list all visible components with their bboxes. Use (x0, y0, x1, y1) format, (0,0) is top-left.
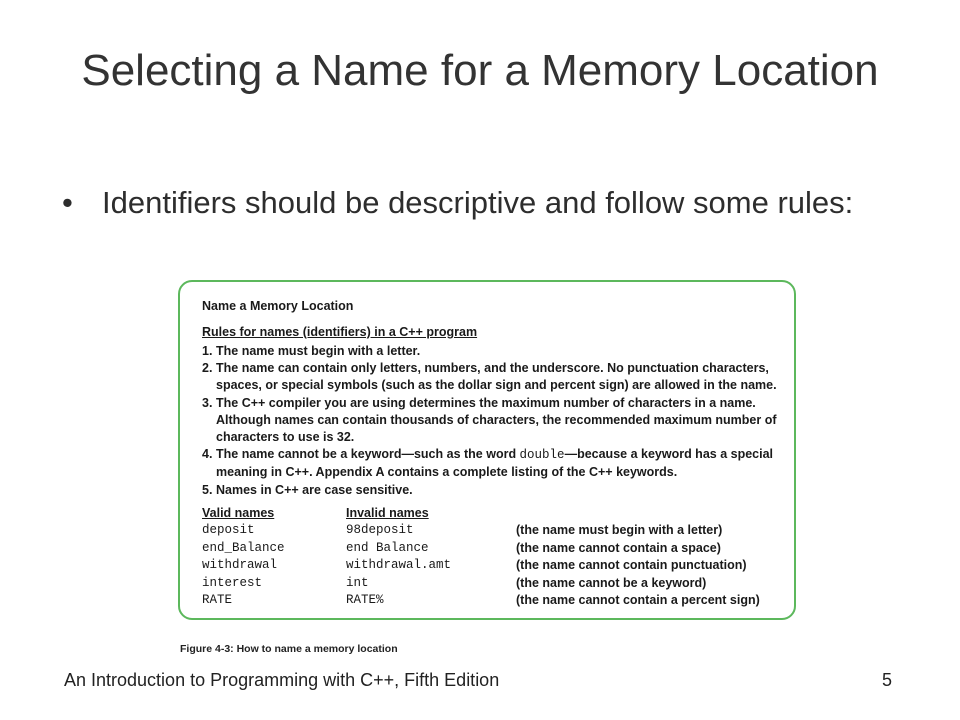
rule-code-keyword: double (519, 448, 565, 463)
reason-cell: (the name cannot contain punctuation) (516, 558, 747, 573)
bullet-marker: • (62, 185, 73, 220)
slide-title: Selecting a Name for a Memory Location (81, 46, 879, 95)
bullet-text: Identifiers should be descriptive and follow some rules: (102, 185, 854, 220)
rule-text-before: The name cannot be a keyword—such as the word (216, 447, 520, 462)
rule-item (202, 446, 782, 481)
invalid-names-header: Invalid names (346, 506, 429, 520)
rule-text: The name can contain only letters, numbers, and the underscore. No punctuation characters, spaces, or special symbols (such as the dollar sign and percent sign) are allowed in the name. (216, 361, 777, 393)
invalid-name-cell: end Balance (346, 540, 429, 555)
table-row (202, 593, 760, 610)
footer-book-title: An Introduction to Programming with C++, Fifth Edition (64, 670, 500, 690)
rule-number: 4. (202, 447, 213, 462)
invalid-name-cell: withdrawal.amt (346, 558, 452, 573)
figure-caption: Figure 4-3: How to name a memory location (180, 643, 398, 655)
figure-rules-box (178, 280, 796, 620)
rule-text: The C++ compiler you are using determines the maximum number of characters in a name. Although names can contain thousands of characters, the recommended maximum number of characters to use is 32. (216, 395, 777, 445)
reason-header (516, 506, 760, 523)
table-row (202, 541, 760, 558)
reason-cell: (the name cannot be a keyword) (516, 575, 707, 590)
valid-name-cell: interest (202, 575, 263, 590)
valid-names-header: Valid names (202, 506, 275, 520)
names-table (202, 506, 760, 610)
invalid-name-cell: 98deposit (346, 523, 414, 538)
reason-cell: (the name cannot contain a percent sign) (516, 592, 760, 607)
reason-cell: (the name cannot contain a space) (516, 540, 721, 555)
rule-text: The name must begin with a letter. (216, 344, 421, 358)
rule-item (202, 343, 782, 360)
rules-list (202, 343, 782, 499)
table-row (202, 523, 760, 540)
table-header-row (202, 506, 760, 523)
rule-item (202, 482, 782, 499)
rule-number: 1. (202, 344, 213, 358)
rule-number: 3. (202, 395, 213, 410)
invalid-name-cell: RATE% (346, 592, 384, 607)
invalid-name-cell: int (346, 575, 369, 590)
valid-name-cell: end_Balance (202, 540, 285, 555)
figure-box-title: Name a Memory Location (202, 299, 354, 313)
rule-item (202, 360, 782, 394)
rules-heading: Rules for names (identifiers) in a C++ program (202, 325, 478, 339)
valid-name-cell: RATE (202, 592, 233, 607)
page-number: 5 (881, 670, 892, 690)
bullet-item (62, 184, 862, 222)
table-row (202, 576, 760, 593)
rule-number: 2. (202, 361, 213, 376)
rule-text-after: —because a keyword has a special meaning in C++. Appendix A contains a complete listing of the C++ keywords. (216, 447, 774, 480)
rule-number: 5. (202, 482, 213, 497)
rule-item (202, 395, 782, 447)
table-row (202, 558, 760, 575)
reason-cell: (the name must begin with a letter) (516, 523, 723, 538)
valid-name-cell: deposit (202, 523, 255, 538)
rule-text: Names in C++ are case sensitive. (216, 482, 413, 497)
valid-name-cell: withdrawal (202, 558, 278, 573)
